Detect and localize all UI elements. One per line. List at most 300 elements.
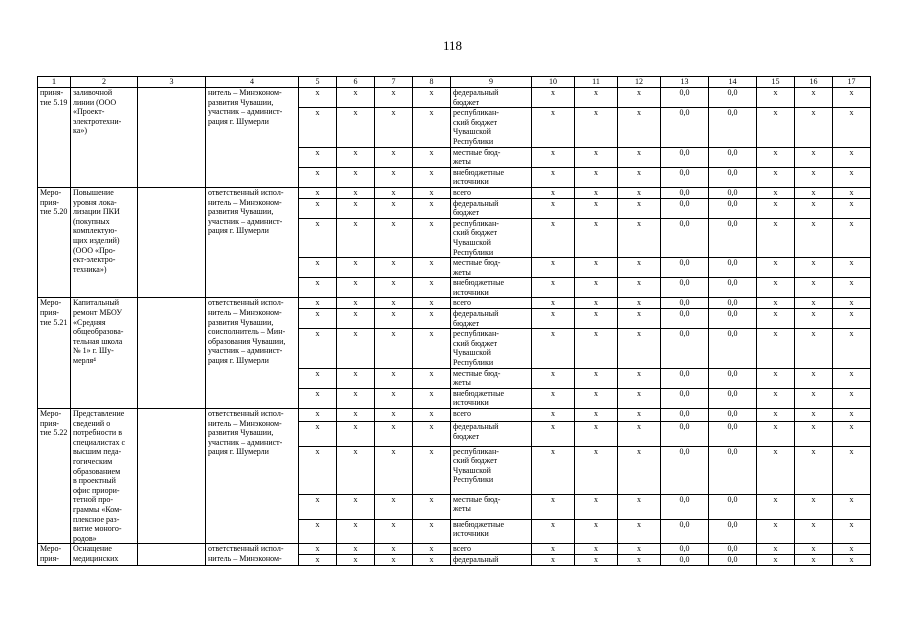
value-cell: x	[757, 519, 795, 544]
value-cell: x	[618, 388, 661, 408]
value-cell: x	[757, 409, 795, 422]
value-cell: x	[337, 218, 375, 257]
value-cell: x	[413, 409, 451, 422]
value-cell: x	[757, 278, 795, 298]
event-target-cell	[138, 298, 206, 409]
responsible-cell: ответственный испол- нитель – Минэконом-	[206, 544, 299, 565]
value-cell: x	[618, 218, 661, 257]
value-cell: x	[413, 519, 451, 544]
value-cell: x	[375, 409, 413, 422]
value-cell: x	[575, 409, 618, 422]
column-header-14: 14	[709, 77, 757, 88]
value-cell: x	[795, 494, 833, 519]
value-cell: x	[833, 258, 871, 278]
value-cell: x	[375, 421, 413, 446]
column-header-9: 9	[451, 77, 532, 88]
column-header-1: 1	[38, 77, 71, 88]
value-cell: x	[299, 544, 337, 555]
value-cell: x	[532, 368, 575, 388]
responsible-cell: ответственный испол- нитель – Минэконом- развития Чувашии, соисполнитель – Мин- образования Чувашии, участник – админист- рация г. Шумерли	[206, 298, 299, 409]
value-cell: x	[575, 108, 618, 147]
value-cell: x	[299, 187, 337, 198]
value-cell: x	[795, 544, 833, 555]
column-header-12: 12	[618, 77, 661, 88]
value-cell: x	[413, 108, 451, 147]
value-cell: x	[532, 329, 575, 368]
value-cell: x	[575, 278, 618, 298]
value-cell: x	[337, 147, 375, 167]
value-cell: x	[795, 167, 833, 187]
value-cell: x	[575, 298, 618, 309]
value-cell: x	[575, 421, 618, 446]
value-cell: x	[375, 187, 413, 198]
value-cell: x	[532, 494, 575, 519]
value-cell: x	[413, 258, 451, 278]
event-number-cell: Меро- прия- тие 5.21	[38, 298, 71, 409]
value-cell: x	[375, 554, 413, 565]
value-cell: x	[337, 198, 375, 218]
value-cell: x	[299, 446, 337, 494]
funding-source-cell: федеральный	[451, 554, 532, 565]
value-cell: x	[532, 309, 575, 329]
value-cell: x	[795, 554, 833, 565]
column-header-15: 15	[757, 77, 795, 88]
funding-source-cell: всего	[451, 544, 532, 555]
value-cell: x	[413, 218, 451, 257]
value-cell: 0,0	[709, 544, 757, 555]
value-cell: x	[575, 218, 618, 257]
value-cell: 0,0	[661, 298, 709, 309]
value-cell: x	[575, 544, 618, 555]
value-cell: 0,0	[661, 278, 709, 298]
value-cell: x	[618, 446, 661, 494]
event-number-cell: приня- тие 5.19	[38, 88, 71, 188]
value-cell: x	[413, 278, 451, 298]
value-cell: x	[833, 147, 871, 167]
funding-source-cell: всего	[451, 409, 532, 422]
value-cell: x	[337, 409, 375, 422]
funding-source-cell: внебюджетные источники	[451, 388, 532, 408]
value-cell: 0,0	[709, 329, 757, 368]
value-cell: x	[532, 421, 575, 446]
value-cell: x	[795, 409, 833, 422]
value-cell: x	[413, 88, 451, 108]
table-row	[38, 187, 871, 198]
value-cell: x	[375, 167, 413, 187]
value-cell: x	[618, 494, 661, 519]
value-cell: 0,0	[661, 494, 709, 519]
value-cell: x	[575, 88, 618, 108]
value-cell: x	[413, 388, 451, 408]
value-cell: 0,0	[661, 554, 709, 565]
value-cell: x	[833, 421, 871, 446]
value-cell: x	[299, 198, 337, 218]
value-cell: x	[375, 258, 413, 278]
value-cell: x	[375, 88, 413, 108]
value-cell: x	[795, 329, 833, 368]
value-cell: x	[337, 368, 375, 388]
value-cell: x	[299, 368, 337, 388]
value-cell: x	[375, 329, 413, 368]
column-header-13: 13	[661, 77, 709, 88]
column-header-8: 8	[413, 77, 451, 88]
table-row	[38, 88, 871, 108]
value-cell: x	[757, 187, 795, 198]
value-cell: x	[618, 544, 661, 555]
value-cell: x	[757, 198, 795, 218]
value-cell: x	[532, 278, 575, 298]
value-cell: 0,0	[661, 258, 709, 278]
value-cell: x	[532, 409, 575, 422]
value-cell: 0,0	[709, 218, 757, 257]
value-cell: x	[299, 329, 337, 368]
value-cell: x	[299, 88, 337, 108]
event-number-cell: Меро- прия- тие 5.22	[38, 409, 71, 544]
value-cell: x	[833, 298, 871, 309]
value-cell: x	[337, 494, 375, 519]
value-cell: x	[795, 421, 833, 446]
value-cell: x	[575, 388, 618, 408]
value-cell: 0,0	[661, 329, 709, 368]
budget-table	[37, 76, 871, 566]
funding-source-cell: федеральный бюджет	[451, 198, 532, 218]
value-cell: x	[795, 198, 833, 218]
value-cell: x	[413, 368, 451, 388]
event-name-cell: Повышение уровня лока- лизации ПКИ (покупных комплектую- щих изделий) (ООО «Про- ект-электро- техника»)	[71, 187, 138, 298]
value-cell: x	[413, 554, 451, 565]
value-cell: x	[833, 544, 871, 555]
value-cell: x	[532, 167, 575, 187]
value-cell: 0,0	[661, 519, 709, 544]
table-body	[38, 77, 871, 566]
responsible-cell: нитель – Минэконом- развития Чувашии, участник – админист- рация г. Шумерли	[206, 88, 299, 188]
value-cell: x	[575, 198, 618, 218]
event-name-cell: Капитальный ремонт МБОУ «Средняя общеобразова- тельная школа № 1» г. Шу- мерля⁴	[71, 298, 138, 409]
value-cell: x	[337, 187, 375, 198]
value-cell: x	[375, 218, 413, 257]
value-cell: 0,0	[661, 544, 709, 555]
value-cell: x	[299, 167, 337, 187]
value-cell: x	[833, 388, 871, 408]
value-cell: 0,0	[709, 108, 757, 147]
value-cell: x	[413, 329, 451, 368]
header-row	[38, 77, 871, 88]
value-cell: x	[413, 147, 451, 167]
value-cell: x	[795, 446, 833, 494]
event-target-cell	[138, 187, 206, 298]
responsible-cell: ответственный испол- нитель – Минэконом- развития Чувашии, участник – админист- рация г. Шумерли	[206, 187, 299, 298]
funding-source-cell: республикан- ский бюджет Чувашской Республики	[451, 329, 532, 368]
value-cell: x	[833, 108, 871, 147]
value-cell: 0,0	[661, 309, 709, 329]
value-cell: 0,0	[661, 388, 709, 408]
value-cell: x	[757, 88, 795, 108]
value-cell: x	[618, 187, 661, 198]
value-cell: x	[532, 187, 575, 198]
event-number-cell: Меро- прия- тие 5.20	[38, 187, 71, 298]
value-cell: x	[795, 388, 833, 408]
value-cell: x	[375, 278, 413, 298]
value-cell: x	[833, 494, 871, 519]
event-target-cell	[138, 544, 206, 565]
value-cell: 0,0	[709, 147, 757, 167]
value-cell: x	[757, 494, 795, 519]
value-cell: x	[299, 421, 337, 446]
value-cell: x	[337, 278, 375, 298]
value-cell: x	[299, 494, 337, 519]
value-cell: x	[299, 409, 337, 422]
value-cell: x	[413, 494, 451, 519]
value-cell: 0,0	[709, 388, 757, 408]
value-cell: x	[575, 147, 618, 167]
event-name-cell: Представление сведений о потребности в специалистах с высшим педа- гогическим образованием в проектный офис приори- тетной про- граммы «Ком- плексное раз- витие моного- родов»	[71, 409, 138, 544]
value-cell: x	[795, 298, 833, 309]
value-cell: x	[337, 167, 375, 187]
value-cell: x	[413, 167, 451, 187]
value-cell: 0,0	[661, 198, 709, 218]
value-cell: x	[299, 554, 337, 565]
value-cell: x	[757, 544, 795, 555]
value-cell: x	[833, 329, 871, 368]
value-cell: x	[757, 147, 795, 167]
value-cell: x	[375, 388, 413, 408]
value-cell: x	[757, 108, 795, 147]
value-cell: x	[618, 278, 661, 298]
value-cell: x	[618, 258, 661, 278]
value-cell: x	[337, 544, 375, 555]
value-cell: x	[833, 519, 871, 544]
value-cell: x	[413, 544, 451, 555]
value-cell: x	[375, 147, 413, 167]
value-cell: x	[299, 298, 337, 309]
value-cell: x	[575, 494, 618, 519]
value-cell: x	[833, 167, 871, 187]
value-cell: x	[795, 519, 833, 544]
value-cell: x	[337, 88, 375, 108]
value-cell: 0,0	[661, 88, 709, 108]
value-cell: x	[375, 198, 413, 218]
value-cell: 0,0	[709, 554, 757, 565]
value-cell: x	[757, 309, 795, 329]
column-header-3: 3	[138, 77, 206, 88]
value-cell: x	[532, 218, 575, 257]
value-cell: 0,0	[661, 187, 709, 198]
column-header-6: 6	[337, 77, 375, 88]
value-cell: 0,0	[709, 421, 757, 446]
value-cell: x	[413, 298, 451, 309]
value-cell: x	[575, 446, 618, 494]
value-cell: x	[532, 388, 575, 408]
column-header-17: 17	[833, 77, 871, 88]
funding-source-cell: местные бюд- жеты	[451, 368, 532, 388]
value-cell: x	[618, 409, 661, 422]
value-cell: x	[375, 494, 413, 519]
funding-source-cell: республикан- ский бюджет Чувашской Республики	[451, 446, 532, 494]
value-cell: x	[833, 368, 871, 388]
funding-source-cell: федеральный бюджет	[451, 88, 532, 108]
column-header-2: 2	[71, 77, 138, 88]
page-number: 118	[442, 38, 463, 53]
value-cell: 0,0	[661, 218, 709, 257]
value-cell: 0,0	[709, 309, 757, 329]
value-cell: x	[575, 258, 618, 278]
funding-source-cell: всего	[451, 187, 532, 198]
value-cell: x	[757, 167, 795, 187]
funding-source-cell: местные бюд- жеты	[451, 147, 532, 167]
value-cell: x	[795, 278, 833, 298]
value-cell: x	[375, 309, 413, 329]
value-cell: 0,0	[661, 108, 709, 147]
value-cell: 0,0	[709, 368, 757, 388]
value-cell: x	[413, 446, 451, 494]
funding-source-cell: местные бюд- жеты	[451, 494, 532, 519]
value-cell: x	[618, 368, 661, 388]
value-cell: x	[833, 198, 871, 218]
value-cell: x	[575, 329, 618, 368]
value-cell: x	[375, 108, 413, 147]
value-cell: x	[795, 88, 833, 108]
table-row	[38, 544, 871, 555]
value-cell: x	[833, 218, 871, 257]
column-header-5: 5	[299, 77, 337, 88]
value-cell: 0,0	[709, 167, 757, 187]
value-cell: x	[795, 258, 833, 278]
funding-source-cell: местные бюд- жеты	[451, 258, 532, 278]
value-cell: x	[375, 519, 413, 544]
value-cell: x	[375, 446, 413, 494]
value-cell: x	[757, 554, 795, 565]
value-cell: x	[375, 298, 413, 309]
value-cell: x	[299, 258, 337, 278]
value-cell: x	[618, 421, 661, 446]
event-target-cell	[138, 88, 206, 188]
table-row	[38, 298, 871, 309]
event-name-cell: заливочной линии (ООО «Проект- электротехни- ка»)	[71, 88, 138, 188]
value-cell: x	[795, 147, 833, 167]
column-header-11: 11	[575, 77, 618, 88]
value-cell: x	[795, 108, 833, 147]
value-cell: x	[618, 309, 661, 329]
funding-source-cell: республикан- ский бюджет Чувашской Республики	[451, 108, 532, 147]
value-cell: x	[618, 519, 661, 544]
value-cell: x	[337, 554, 375, 565]
value-cell: x	[618, 108, 661, 147]
value-cell: x	[299, 108, 337, 147]
value-cell: x	[532, 554, 575, 565]
value-cell: x	[757, 218, 795, 257]
value-cell: x	[413, 309, 451, 329]
value-cell: x	[618, 198, 661, 218]
value-cell: x	[375, 368, 413, 388]
funding-source-cell: внебюджетные источники	[451, 278, 532, 298]
value-cell: x	[337, 309, 375, 329]
value-cell: x	[337, 446, 375, 494]
value-cell: x	[757, 298, 795, 309]
column-header-16: 16	[795, 77, 833, 88]
value-cell: 0,0	[709, 446, 757, 494]
value-cell: x	[757, 421, 795, 446]
value-cell: 0,0	[709, 88, 757, 108]
value-cell: x	[575, 554, 618, 565]
value-cell: x	[413, 187, 451, 198]
funding-source-cell: республикан- ский бюджет Чувашской Республики	[451, 218, 532, 257]
value-cell: x	[299, 519, 337, 544]
value-cell: x	[575, 519, 618, 544]
value-cell: x	[833, 554, 871, 565]
value-cell: x	[337, 421, 375, 446]
value-cell: x	[532, 108, 575, 147]
value-cell: x	[337, 519, 375, 544]
value-cell: x	[532, 544, 575, 555]
column-header-10: 10	[532, 77, 575, 88]
value-cell: 0,0	[709, 278, 757, 298]
value-cell: x	[833, 446, 871, 494]
value-cell: x	[375, 544, 413, 555]
value-cell: x	[532, 446, 575, 494]
value-cell: x	[618, 167, 661, 187]
funding-source-cell: внебюджетные источники	[451, 519, 532, 544]
column-header-7: 7	[375, 77, 413, 88]
value-cell: x	[618, 147, 661, 167]
value-cell: x	[618, 298, 661, 309]
value-cell: x	[618, 88, 661, 108]
value-cell: x	[795, 218, 833, 257]
value-cell: x	[299, 147, 337, 167]
value-cell: 0,0	[709, 519, 757, 544]
value-cell: 0,0	[661, 167, 709, 187]
value-cell: 0,0	[661, 409, 709, 422]
responsible-cell: ответственный испол- нитель – Минэконом- развития Чувашии, участник – админист- рация г. Шумерли	[206, 409, 299, 544]
value-cell: x	[795, 309, 833, 329]
value-cell: x	[532, 298, 575, 309]
value-cell: x	[532, 88, 575, 108]
value-cell: 0,0	[661, 446, 709, 494]
value-cell: 0,0	[709, 494, 757, 519]
value-cell: 0,0	[709, 409, 757, 422]
funding-source-cell: федеральный бюджет	[451, 421, 532, 446]
value-cell: x	[757, 446, 795, 494]
value-cell: 0,0	[661, 147, 709, 167]
value-cell: x	[618, 554, 661, 565]
value-cell: x	[337, 298, 375, 309]
value-cell: x	[833, 409, 871, 422]
value-cell: x	[337, 329, 375, 368]
value-cell: 0,0	[709, 258, 757, 278]
event-name-cell: Оснащение медицинских	[71, 544, 138, 565]
value-cell: x	[757, 258, 795, 278]
value-cell: x	[299, 388, 337, 408]
value-cell: x	[413, 198, 451, 218]
column-header-4: 4	[206, 77, 299, 88]
value-cell: x	[299, 218, 337, 257]
value-cell: x	[575, 309, 618, 329]
value-cell: 0,0	[661, 421, 709, 446]
value-cell: x	[337, 258, 375, 278]
value-cell: 0,0	[709, 187, 757, 198]
event-target-cell	[138, 409, 206, 544]
value-cell: x	[337, 388, 375, 408]
value-cell: x	[795, 368, 833, 388]
value-cell: x	[833, 309, 871, 329]
value-cell: 0,0	[709, 198, 757, 218]
funding-source-cell: внебюджетные источники	[451, 167, 532, 187]
value-cell: x	[757, 388, 795, 408]
value-cell: x	[532, 147, 575, 167]
value-cell: x	[757, 329, 795, 368]
value-cell: x	[413, 421, 451, 446]
funding-source-cell: всего	[451, 298, 532, 309]
value-cell: x	[299, 278, 337, 298]
